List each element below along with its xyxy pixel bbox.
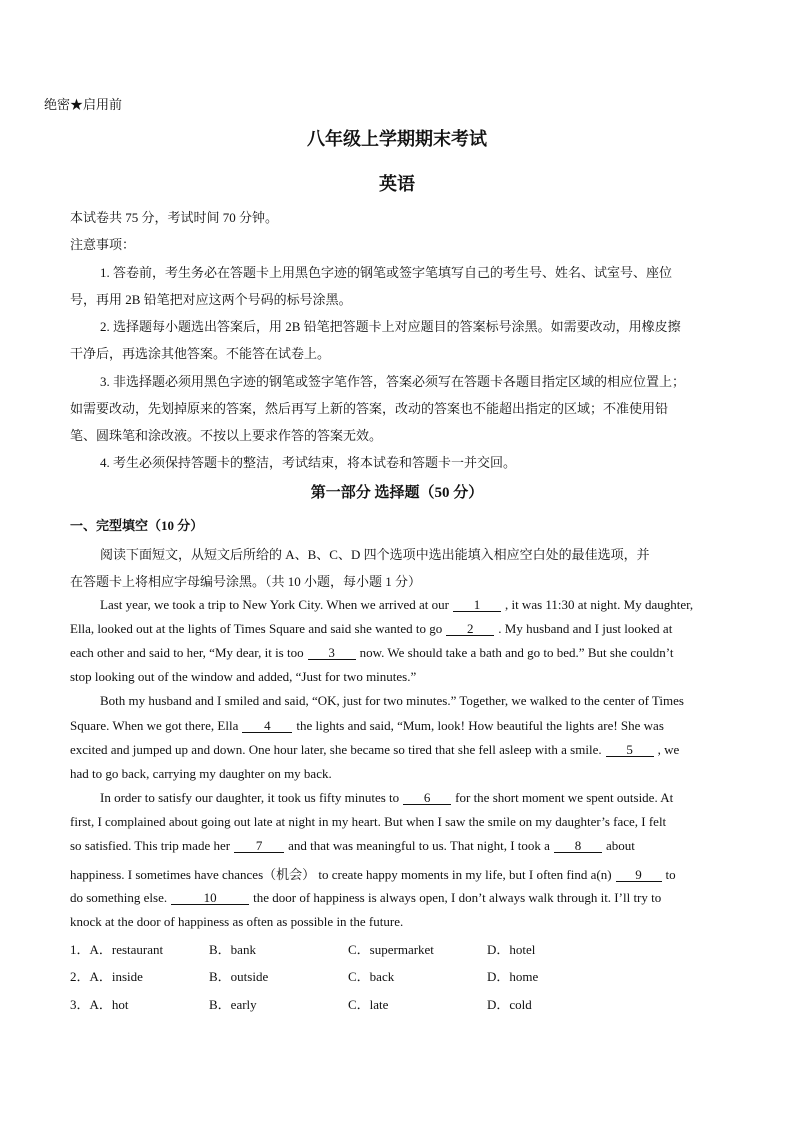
note1-line1: 1. 答卷前，考生务必在答题卡上用黑色字迹的钢笔或签字笔填写自己的考生号、姓名、试室号、座位 — [100, 265, 673, 280]
passage-p2-line4: had to go back, carrying my daughter on my back. — [70, 766, 332, 781]
blank-2: 2 — [446, 622, 494, 636]
question-1-c: C．supermarket — [348, 942, 434, 957]
passage-p2-line1: Both my husband and I smiled and said, “OK, just for two minutes.” Together, we walked to the center of Times — [100, 693, 684, 708]
passage-p1-line2: Ella, looked out at the lights of Times Square and said she wanted to go 2 . My husband and I just looked at — [70, 621, 673, 636]
instruction-line2: 在答题卡上将相应字母编号涂黑。（共 10 小题，每小题 1 分） — [70, 574, 422, 589]
question-3-c: C．late — [348, 997, 389, 1012]
question-2-a: 2．A．inside — [70, 969, 143, 984]
notes-label: 注意事项： — [70, 237, 136, 252]
passage-p3-line6: knock at the door of happiness as often as possible in the future. — [70, 914, 404, 929]
note2-line2: 干净后，再选涂其他答案。不能答在试卷上。 — [70, 346, 331, 361]
passage-p1-line4: stop looking out of the window and added, “Just for two minutes.” — [70, 669, 417, 684]
note3-line1: 3. 非选择题必须用黑色字迹的钢笔或签字笔作答，答案必须写在答题卡各题目指定区域的相应位置上； — [100, 374, 686, 389]
question-3-a: 3．A．hot — [70, 997, 129, 1012]
passage-p1-line1: Last year, we took a trip to New York City. When we arrived at our 1 , it was 11:30 at night. My daughter, — [100, 597, 694, 612]
passage-p3-line2: first, I complained about going out late at night in my heart. But when I saw the smile on my daughter’s face, I felt — [70, 814, 667, 829]
blank-7: 7 — [234, 839, 284, 853]
question-2-c: C．back — [348, 969, 395, 984]
passage-p3-line3: so satisfied. This trip made her 7 and that was meaningful to us. That night, I took a 8 about — [70, 838, 635, 853]
passage-p2-line2: Square. When we got there, Ella 4 the lights and said, “Mum, look! How beautiful the lights are! She was — [70, 718, 664, 733]
question-3-d: D．cold — [487, 997, 532, 1012]
question-1-d: D．hotel — [487, 942, 536, 957]
passage-p3-line5: do something else. 10 the door of happiness is always open, I don’t always walk through it. I’ll try to — [70, 890, 662, 905]
question-1-a: 1．A．restaurant — [70, 942, 164, 957]
blank-8: 8 — [554, 839, 602, 853]
subject-title: 英语 — [379, 174, 415, 195]
blank-4: 4 — [242, 719, 292, 733]
question-3-b: B．early — [209, 997, 257, 1012]
note1-line2: 号，再用 2B 铅笔把对应这两个号码的标号涂黑。 — [70, 292, 352, 307]
passage-p3-line1: In order to satisfy our daughter, it took us fifty minutes to 6 for the short moment we spent outside. At — [100, 790, 674, 805]
blank-1: 1 — [453, 598, 501, 612]
note4-line: 4. 考生必须保持答题卡的整洁，考试结束，将本试卷和答题卡一并交回。 — [100, 455, 517, 470]
passage-p1-line3: each other and said to her, “My dear, it is too 3 now. We should take a bath and go to bed.” But she couldn’t — [70, 645, 674, 660]
blank-5: 5 — [606, 743, 654, 757]
passage-p3-line4: happiness. I sometimes have chances（机会） to create happy moments in my life, but I often find a(n) 9 to — [70, 867, 676, 882]
blank-3: 3 — [308, 646, 356, 660]
exam-title: 八年级上学期期末考试 — [307, 129, 487, 150]
confidential-label: 绝密★启用前 — [44, 97, 123, 112]
score-time-line: 本试卷共 75 分，考试时间 70 分钟。 — [70, 210, 279, 225]
part1-title: 第一部分 选择题（50 分） — [310, 485, 484, 501]
blank-10: 10 — [171, 891, 249, 905]
question-2-d: D．home — [487, 969, 539, 984]
note3-line2: 如需要改动，先划掉原来的答案，然后再写上新的答案，改动的答案也不能超出指定的区域；不准使用铅 — [70, 401, 669, 416]
note3-line3: 笔、圆珠笔和涂改液。不按以上要求作答的答案无效。 — [70, 428, 383, 443]
note2-line1: 2. 选择题每小题选出答案后，用 2B 铅笔把答题卡上对应题目的答案标号涂黑。如需要改动，用橡皮擦 — [100, 319, 681, 334]
passage-p2-line3: excited and jumped up and down. One hour later, she became so tired that she fell asleep with a smile. 5 , we — [70, 742, 680, 757]
blank-9: 9 — [616, 868, 662, 882]
blank-6: 6 — [403, 791, 451, 805]
question-1-b: B．bank — [209, 942, 256, 957]
instruction-line1: 阅读下面短文，从短文后所给的 A、B、C、D 四个选项中选出能填入相应空白处的最佳选项，并 — [100, 547, 650, 562]
section1-title: 一、完型填空（10 分） — [70, 518, 204, 533]
question-2-b: B．outside — [209, 969, 269, 984]
